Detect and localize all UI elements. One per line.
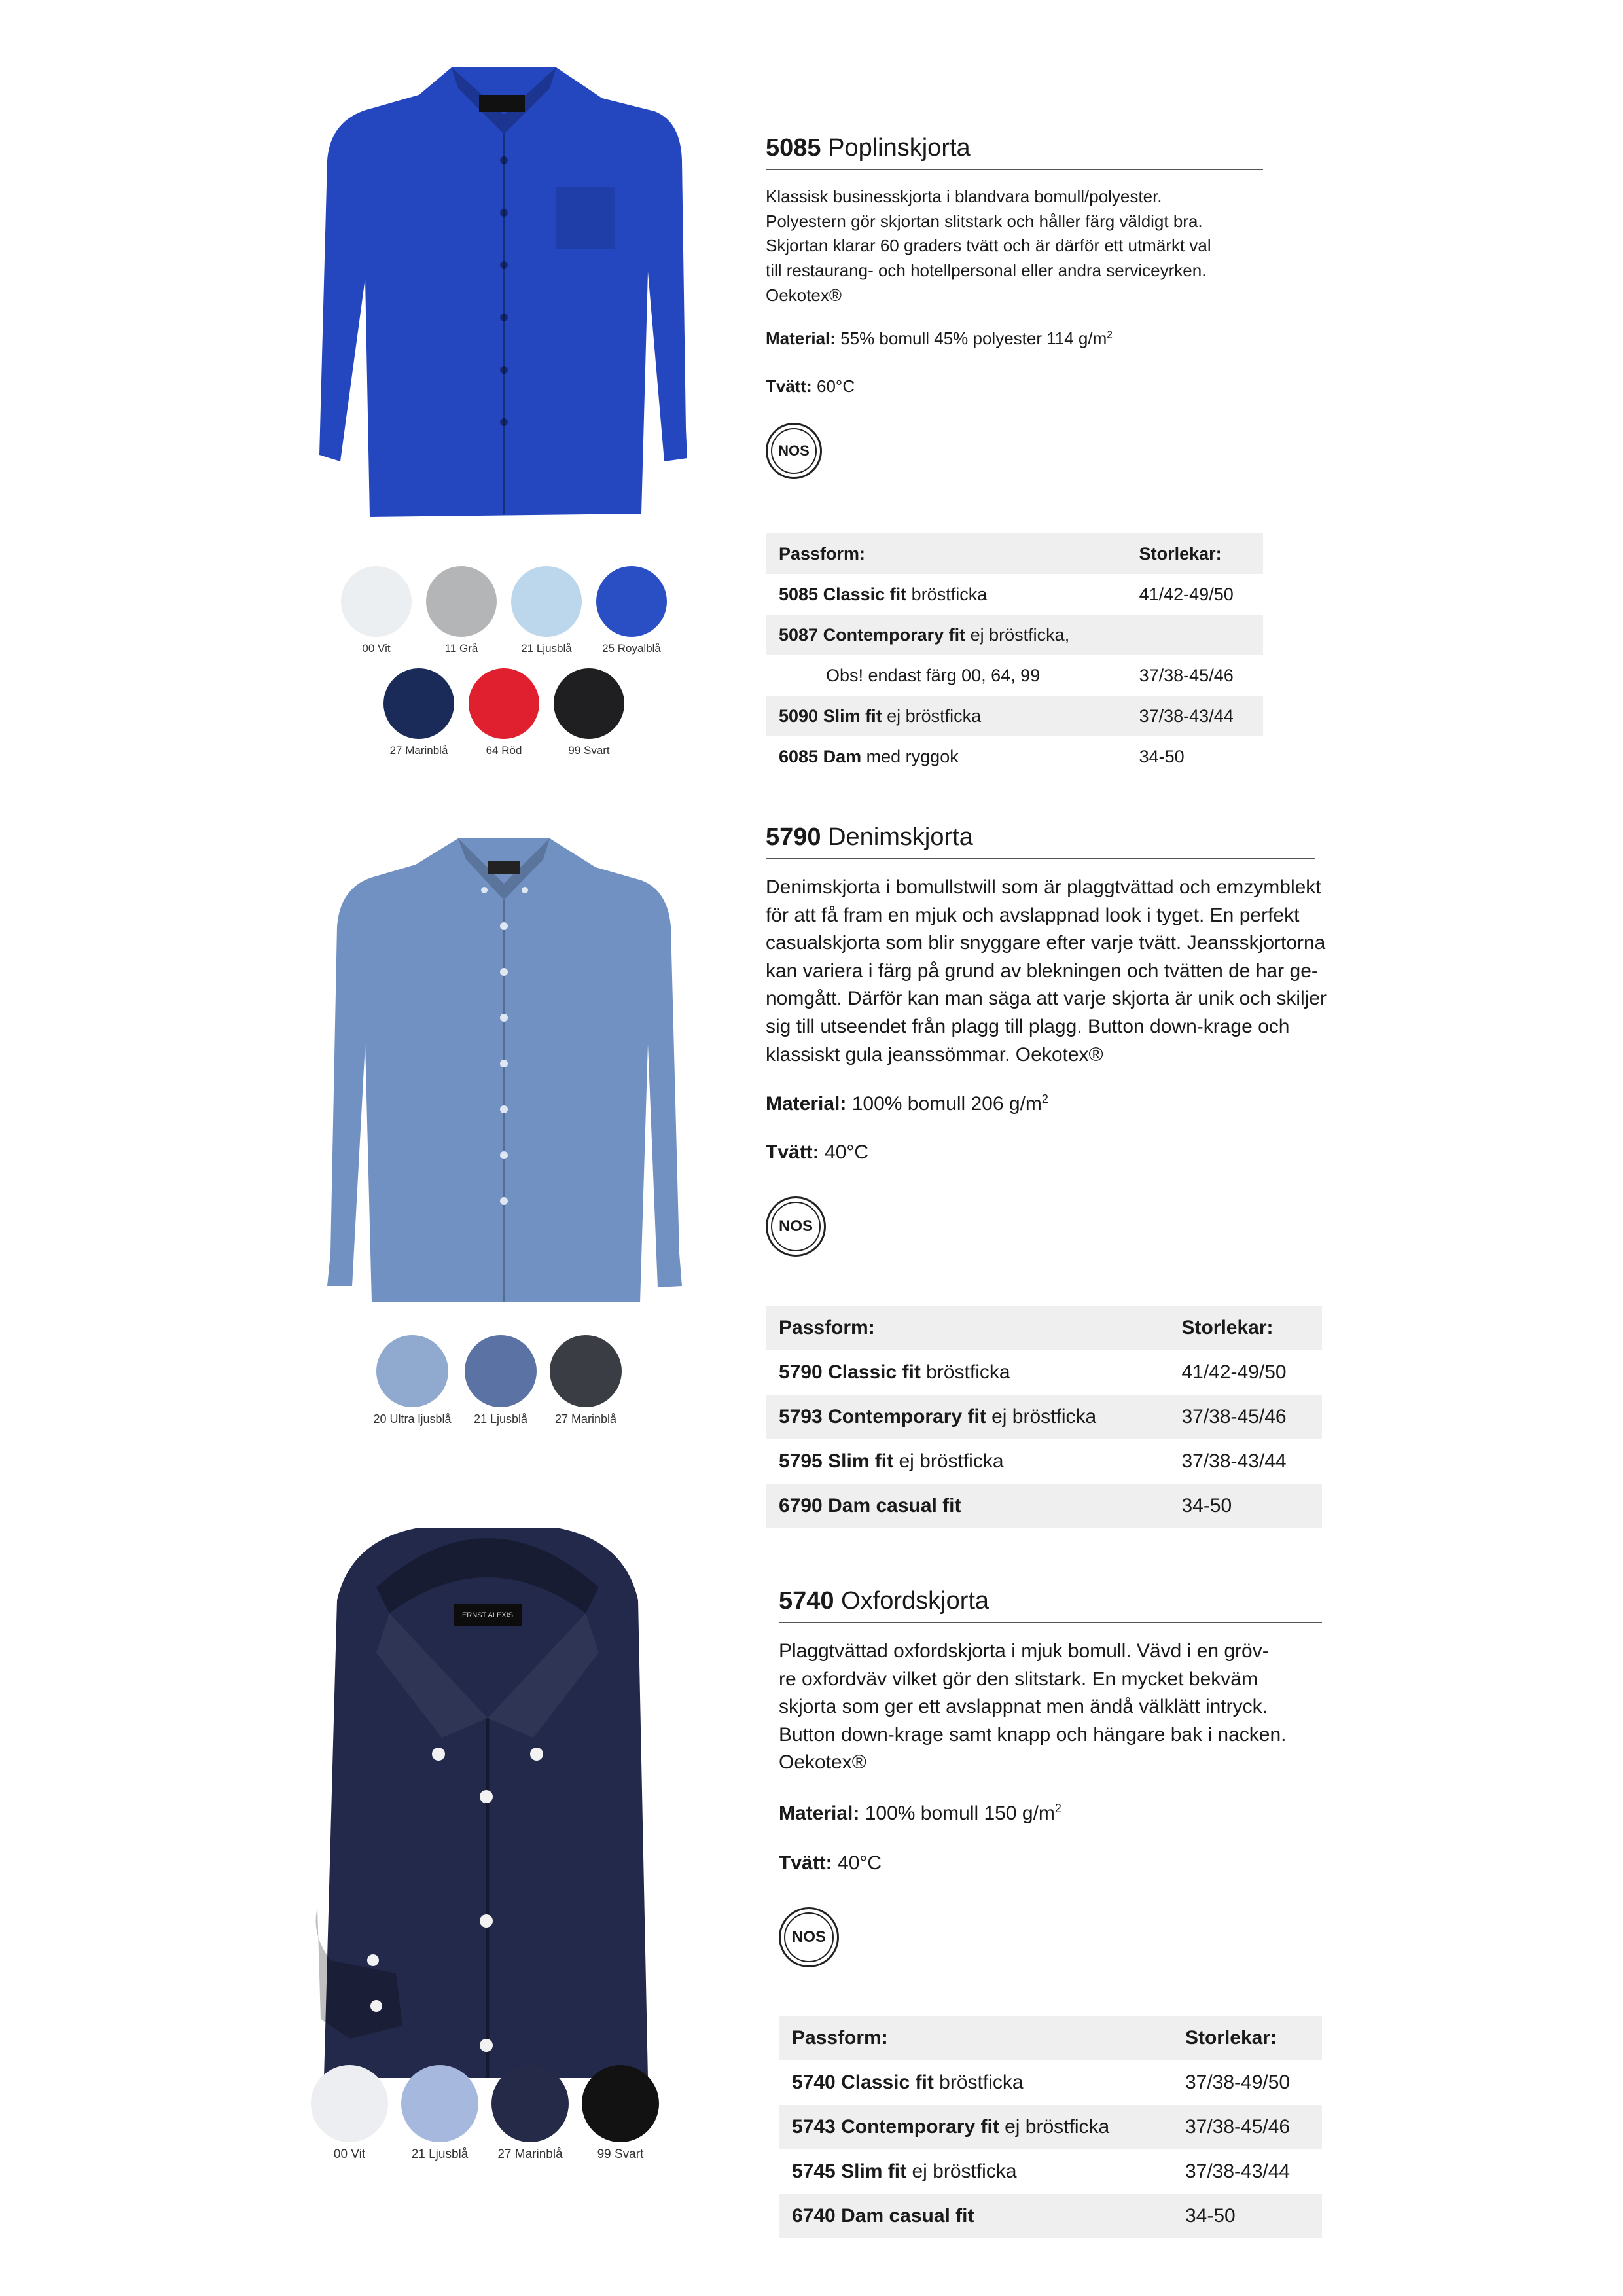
swatch-dot: [426, 566, 497, 637]
fit-row-name: 5790 Classic fit bröstficka: [766, 1350, 1168, 1395]
color-swatch[interactable]: 00 Vit: [340, 566, 412, 655]
fit-row-sizes: 41/42-49/50: [1126, 574, 1263, 615]
color-swatch[interactable]: 27 Marinblå: [383, 668, 455, 757]
fit-row-name: 5743 Contemporary fit ej bröstficka: [779, 2105, 1172, 2149]
product-info-5740: [779, 1587, 1329, 1967]
color-swatch[interactable]: 21 Ljusblå: [465, 1335, 537, 1426]
nos-badge: NOS: [779, 1907, 839, 1967]
color-swatch[interactable]: 99 Svart: [553, 668, 625, 757]
color-swatch[interactable]: 21 Ljusblå: [510, 566, 582, 655]
color-swatch[interactable]: 21 Ljusblå: [401, 2065, 478, 2162]
swatch-dot: [311, 2065, 388, 2142]
fit-row-sizes: 37/38-49/50: [1172, 2060, 1322, 2105]
fit-row-sizes: 34-50: [1168, 1484, 1322, 1528]
fit-row-name: 5090 Slim fit ej bröstficka: [766, 696, 1126, 736]
fit-row-sizes: 37/38-45/46: [1168, 1395, 1322, 1439]
color-swatch[interactable]: 99 Svart: [582, 2065, 659, 2162]
product-description: Denimskjorta i bomullstwill som är plaggtvättad och emzymblekt för att få fram en mjuk och avslappnad look i tyget. En perfekt casualskjorta som blir snyggare efter varje tvätt. Jeansskjortorna kan variera i färg på grund av blekningen och tvätten de har ge- nomgått. Därför kan man säga att varje skjorta är unik och skiljer sig till utseendet från plagg till plagg. Button down-krage och klassiskt gula jeanssömmar. Oekotex®: [766, 876, 1327, 1066]
fit-row-sizes: 37/38-43/44: [1172, 2149, 1322, 2194]
shirt-illustration: [311, 1502, 664, 2078]
product-title: 5740 Oxfordskjorta: [779, 1587, 1322, 1623]
fit-header: Passform:: [766, 1306, 1168, 1350]
product-image-5085: [314, 62, 694, 520]
product-info-5085: [766, 134, 1263, 479]
swatch-dot: [554, 668, 624, 739]
swatch-dot: [376, 1335, 448, 1407]
fit-row-name: 5087 Contemporary fit ej bröstficka,: [766, 615, 1126, 655]
material-spec: Material: 100% bomull 206 $g/m^2$: [766, 1092, 1048, 1115]
swatch-dot: [491, 2065, 569, 2142]
fit-row-sizes: 34-50: [1126, 736, 1263, 777]
fit-header: Passform:: [766, 533, 1126, 574]
shirt-illustration: [321, 834, 687, 1306]
product-description: Klassisk businesskjorta i blandvara bomull/polyester. Polyestern gör skjortan slitstark och håller färg väldigt bra. Skjortan klarar 60 graders tvätt och är därför ett utmärkt val till restaurang- och hotellpersonal eller andra serviceyrken. Oekotex®: [766, 187, 1211, 305]
color-swatch[interactable]: 27 Marinblå: [550, 1335, 622, 1426]
color-swatches-5790: [373, 1335, 635, 1426]
color-swatch[interactable]: 27 Marinblå: [491, 2065, 569, 2162]
fit-row-name: 5085 Classic fit bröstficka: [766, 574, 1126, 615]
product-info-5790: [766, 823, 1329, 1257]
swatch-dot: [596, 566, 667, 637]
fit-row-sizes: 41/42-49/50: [1168, 1350, 1322, 1395]
product-image-5740: [311, 1502, 664, 2078]
fit-table-5790: [766, 1306, 1322, 1528]
swatch-dot: [511, 566, 582, 637]
nos-badge: NOS: [766, 1196, 826, 1257]
swatch-dot: [465, 1335, 537, 1407]
fit-row-note: Obs! endast färg 00, 64, 99: [766, 655, 1126, 696]
fit-row-sizes: [1126, 615, 1263, 655]
color-swatches-5085: [340, 566, 681, 757]
sizes-header: Storlekar:: [1126, 533, 1263, 574]
shirt-illustration: [314, 62, 694, 520]
fit-row-name: 6790 Dam casual fit: [766, 1484, 1168, 1528]
fit-header: Passform:: [779, 2016, 1172, 2060]
product-image-5790: [321, 834, 687, 1306]
color-swatch[interactable]: 64 Röd: [468, 668, 540, 757]
sizes-header: Storlekar:: [1172, 2016, 1322, 2060]
swatch-dot: [469, 668, 539, 739]
wash-spec: Tvätt: 40°C: [766, 1141, 869, 1164]
swatch-dot: [550, 1335, 622, 1407]
material-spec: Material: 55% bomull 45% polyester 114 $g/m^2$: [766, 329, 1113, 349]
fit-row-sizes: 37/38-45/46: [1172, 2105, 1322, 2149]
fit-row-name: 6740 Dam casual fit: [779, 2194, 1172, 2238]
color-swatch[interactable]: 00 Vit: [311, 2065, 388, 2162]
fit-row-name: 5795 Slim fit ej bröstficka: [766, 1439, 1168, 1484]
sizes-header: Storlekar:: [1168, 1306, 1322, 1350]
swatch-dot: [401, 2065, 478, 2142]
label-text: ERNST ALEXIS: [461, 1611, 514, 1619]
fit-row-sizes: 37/38-45/46: [1126, 655, 1263, 696]
fit-row-sizes: 34-50: [1172, 2194, 1322, 2238]
fit-table-5740: [779, 2016, 1322, 2238]
fit-table-5085: [766, 533, 1263, 777]
fit-row-sizes: 37/38-43/44: [1168, 1439, 1322, 1484]
material-spec: Material: 100% bomull 150 $g/m^2$: [779, 1801, 1061, 1824]
product-title: 5790 Denimskjorta: [766, 823, 1315, 859]
fit-row-name: 5793 Contemporary fit ej bröstficka: [766, 1395, 1168, 1439]
fit-row-name: 6085 Dam med ryggok: [766, 736, 1126, 777]
wash-spec: Tvätt: 40°C: [779, 1852, 882, 1874]
swatch-dot: [582, 2065, 659, 2142]
color-swatch[interactable]: 25 Royalblå: [596, 566, 668, 655]
fit-row-name: 5745 Slim fit ej bröstficka: [779, 2149, 1172, 2194]
color-swatch[interactable]: 20 Ultra ljusblå: [373, 1335, 452, 1426]
color-swatch[interactable]: 11 Grå: [425, 566, 497, 655]
color-swatches-5740: [311, 2065, 677, 2162]
product-description: Plaggtvättad oxfordskjorta i mjuk bomull. Vävd i en gröv- re oxfordväv vilket gör den slitstark. En mycket bekväm skjorta som ger ett avslappnat men ändå välklätt intryck. Button down-krage samt knapp och hängare bak i nacken. Oekotex®: [779, 1640, 1287, 1774]
swatch-dot: [341, 566, 412, 637]
nos-badge: NOS: [766, 423, 822, 479]
fit-row-name: 5740 Classic fit bröstficka: [779, 2060, 1172, 2105]
fit-row-sizes: 37/38-43/44: [1126, 696, 1263, 736]
product-title: 5085 Poplinskjorta: [766, 134, 1263, 170]
wash-spec: Tvätt: 60°C: [766, 376, 855, 397]
swatch-dot: [383, 668, 454, 739]
